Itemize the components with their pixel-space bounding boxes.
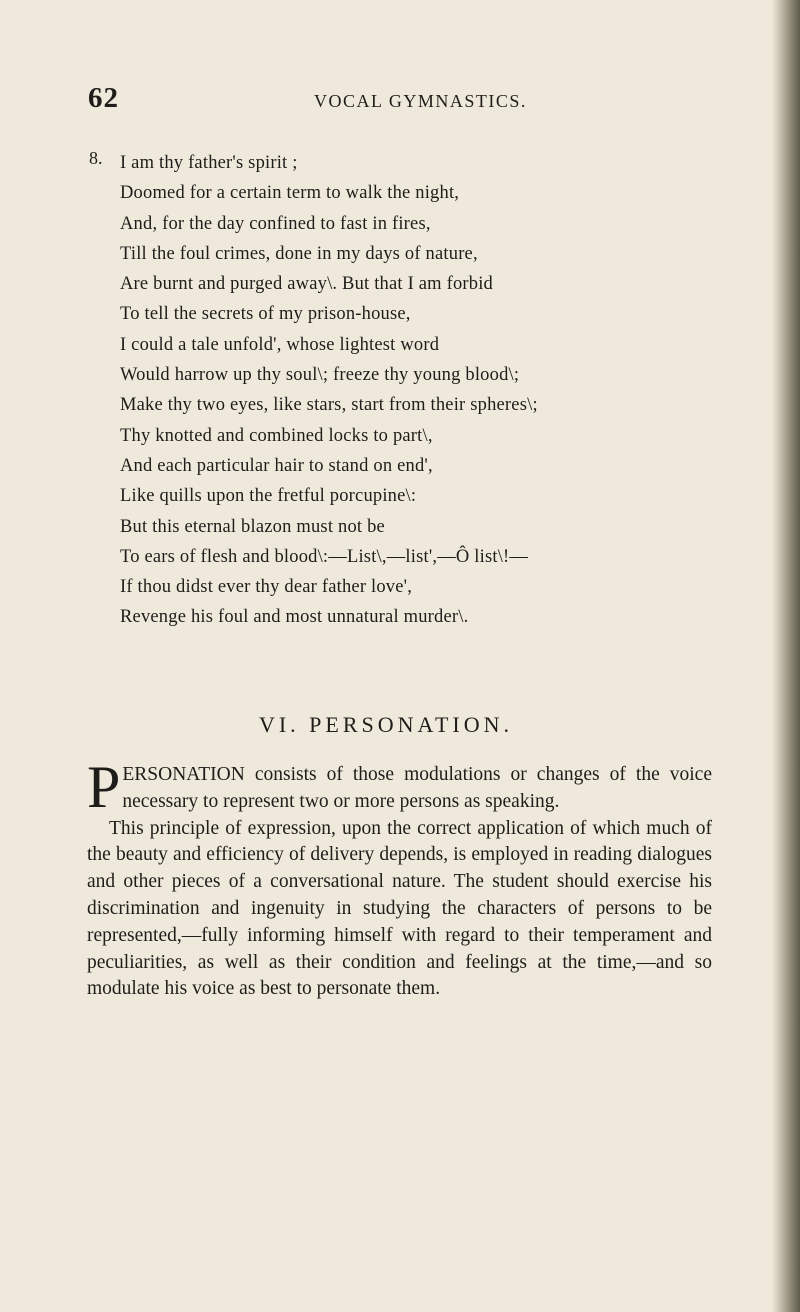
paragraph-definition [87,754,712,820]
poem-line: Are burnt and purged away\. But that I am forbid [120,274,493,295]
page-edge-shadow [772,0,800,1312]
page-number: 62 [88,82,119,114]
drop-cap: P [87,754,121,820]
section-heading: VI. PERSONATION. [258,712,514,737]
running-head: VOCAL GYMNASTICS. [314,91,527,111]
poem-line: If thou didst ever thy dear father love', [120,577,413,598]
paragraph-explanation: This principle of expression, upon the correct application of which much of the beauty and efficiency of delivery depends, is employed in reading dialogues and other pieces of a conversational nature. The student should exercise his discrimination and ingenuity in studying the characters of persons to be represented,—fully informing himself with regard to their temperament and peculiarities, as well as their condition and feelings at the time,—and so modulate his voice as best to personate them. [87,817,712,1000]
poem-line: I am thy father's spirit ; [120,153,298,173]
poem-line: To tell the secrets of my prison-house, [120,304,411,325]
paragraph-text: ERSONATION consists of those modulations or changes of the voice necessary to represent two or more persons as speaking. [122,764,712,812]
poem-line: And each particular hair to stand on end', [120,455,433,476]
poem-line: And, for the day confined to fast in fires, [120,213,431,234]
poem-line: Doomed for a certain term to walk the night, [120,183,460,204]
poem-excerpt [89,148,770,633]
poem-line: Thy knotted and combined locks to part\, [120,425,433,446]
section-body [87,754,712,1003]
page-header [88,82,778,122]
poem-line: Like quills upon the fretful porcupine\: [120,486,417,507]
poem-line: To ears of flesh and blood\:—List\,—list',—Ô list\!— [120,546,529,567]
exercise-number: 8. [89,148,103,168]
poem-line: Till the foul crimes, done in my days of nature, [120,243,478,264]
poem-line: But this eternal blazon must not be [120,516,385,537]
poem-line: Revenge his foul and most unnatural murder\. [120,607,469,628]
poem-line: I could a tale unfold', whose lightest word [120,334,440,355]
poem-line: Make thy two eyes, like stars, start from their spheres\; [120,395,538,416]
poem-line: Would harrow up thy soul\; freeze thy young blood\; [120,365,520,386]
